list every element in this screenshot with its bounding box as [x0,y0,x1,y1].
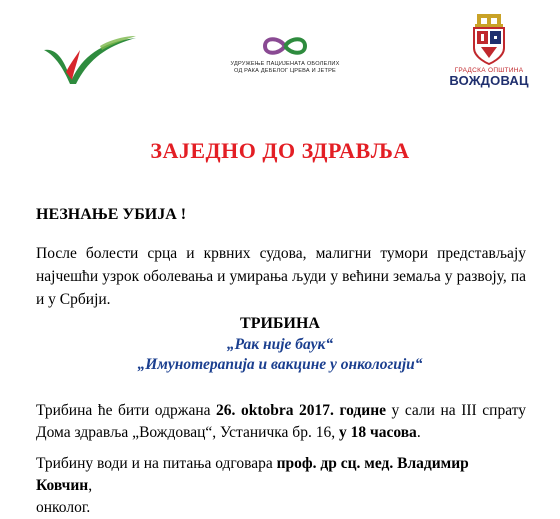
subtitle: НЕЗНАЊЕ УБИЈА ! [36,206,187,223]
moderator-name: проф. др сц. мед. Владимир Ковчин [36,455,469,494]
topic-1: „Рак није баук“ [226,336,334,353]
infinity-icon [259,35,311,57]
topic-2: „Имунотерапија и вакцине у онкологији“ [137,356,423,373]
event-paragraph [36,400,526,444]
main-title: ЗАЈЕДНО ДО ЗДРАВЉА [150,138,410,163]
association-line-2: ОД РАКА ДЕБЕЛОГ ЦРЕВА И ЈЕТРЕ [234,68,336,74]
left-organization-logo [40,28,140,88]
event-text-3: . [416,424,421,441]
association-line-1: УДРУЖЕЊЕ ПАЦИЈЕНАТА ОБОЛЕЛИХ [230,61,340,67]
intro-paragraph: После болести срца и крвних судова, малигни тумори представљају најчешћи узрок оболевања и умирања људи у већини земаља у развоју, па и у Србији. [36,245,526,308]
association-logo [210,35,360,95]
tribina-heading: ТРИБИНА [240,315,320,332]
coat-of-arms-icon [471,14,507,66]
municipality-logo [448,14,530,102]
municipality-label: ГРАДСКА ОПШТИНА [454,67,524,74]
event-text-2: у сали на III спрату Дома здравља „Вождовац“, Устаничка бр. 16, [36,402,526,441]
event-text-1: Трибина ће бити одржана [36,402,217,419]
event-time: у 18 часова [338,424,417,441]
association-name [210,61,360,75]
moderator-paragraph [36,453,526,519]
moderator-text-2: , [88,477,93,494]
moderator-text-1: Трибину води и на питања одговара [36,455,277,472]
moderator-role: онколог. [36,499,91,516]
municipality-name: ВОЖДОВАЦ [449,73,529,88]
event-date: 26. oktobra 2017. године [216,402,387,419]
